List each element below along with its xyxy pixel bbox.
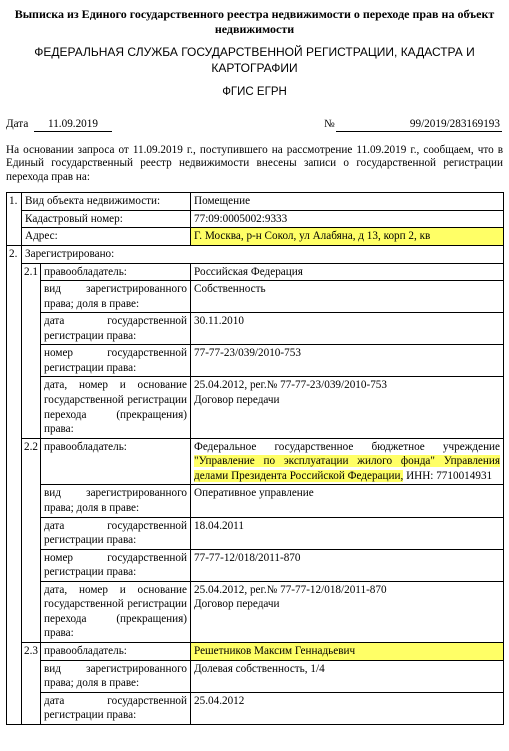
table-row bbox=[7, 210, 504, 228]
date-label: Дата bbox=[6, 117, 29, 130]
table-row bbox=[7, 313, 504, 345]
field-value: 25.04.2012 bbox=[191, 692, 504, 724]
field-label: номер государственной регистрации права: bbox=[41, 345, 191, 377]
field-value: 77-77-12/018/2011-870 bbox=[191, 549, 504, 581]
field-label: дата государственной регистрации права: bbox=[41, 313, 191, 345]
table-row bbox=[7, 193, 504, 211]
section-number: 1. bbox=[7, 193, 22, 246]
section-label: Зарегистрировано: bbox=[22, 245, 504, 263]
table-row bbox=[7, 345, 504, 377]
field-value: Собственность bbox=[191, 281, 504, 313]
holder-highlight: "Управление по эксплуатации жилого фонда" Управления делами Президента Российской Федерации, bbox=[194, 455, 501, 482]
table-row bbox=[7, 263, 504, 281]
table-row bbox=[7, 377, 504, 438]
table-row bbox=[7, 581, 504, 642]
address-value: Г. Москва, р-н Сокол, ул Алабяна, д 13, корп 2, кв bbox=[191, 228, 504, 246]
registry-table bbox=[6, 192, 504, 725]
termination-record: 25.04.2012, рег.№ 77-77-12/018/2011-870 bbox=[194, 583, 387, 596]
document-title: Выписка из Единого государственного реестра недвижимости о переходе прав на объект недвижимости bbox=[14, 7, 495, 36]
field-label: Кадастровый номер: bbox=[22, 210, 191, 228]
holder-value bbox=[191, 438, 504, 485]
field-label: дата государственной регистрации права: bbox=[41, 692, 191, 724]
field-value: 77:09:0005002:9333 bbox=[191, 210, 504, 228]
field-value bbox=[191, 377, 504, 438]
holder-value: Решетников Максим Геннадьевич bbox=[191, 643, 504, 661]
table-row bbox=[7, 692, 504, 724]
table-row bbox=[7, 281, 504, 313]
holder-value: Российская Федерация bbox=[191, 263, 504, 281]
termination-basis: Договор передачи bbox=[194, 394, 280, 407]
field-value: Долевая собственность, 1/4 bbox=[191, 660, 504, 692]
date-value: 11.09.2019 bbox=[34, 118, 112, 132]
field-value bbox=[191, 581, 504, 642]
holder-inn: ИНН: 7710014931 bbox=[406, 469, 493, 482]
table-row bbox=[7, 245, 504, 263]
agency-name: ФЕДЕРАЛЬНАЯ СЛУЖБА ГОСУДАРСТВЕННОЙ РЕГИСТРАЦИИ, КАДАСТРА И КАРТОГРАФИИ bbox=[34, 45, 475, 75]
field-label: номер государственной регистрации права: bbox=[41, 549, 191, 581]
field-value: 77-77-23/039/2010-753 bbox=[191, 345, 504, 377]
table-row bbox=[7, 517, 504, 549]
table-row bbox=[7, 485, 504, 517]
field-label: дата, номер и основание государственной регистрации перехода (прекращения) права: bbox=[41, 377, 191, 438]
field-label: вид зарегистрированного права; доля в праве: bbox=[41, 485, 191, 517]
document-meta bbox=[6, 118, 503, 132]
holder-number: 2.3 bbox=[22, 643, 41, 725]
field-value: 18.04.2011 bbox=[191, 517, 504, 549]
field-label: дата государственной регистрации права: bbox=[41, 517, 191, 549]
field-value: Помещение bbox=[191, 193, 504, 211]
intro-paragraph: На основании запроса от 11.09.2019 г., поступившего на рассмотрение 11.09.2019 г., сообщаем, что в Единый государственный реестр недвижимости внесены записи о государственной регистрации перехода прав на: bbox=[6, 143, 503, 183]
field-label: вид зарегистрированного права; доля в праве: bbox=[41, 281, 191, 313]
table-row bbox=[7, 438, 504, 485]
field-label: правообладатель: bbox=[41, 643, 191, 661]
table-row bbox=[7, 660, 504, 692]
system-name: ФГИС ЕГРН bbox=[222, 86, 287, 99]
field-label: правообладатель: bbox=[41, 263, 191, 281]
termination-record: 25.04.2012, рег.№ 77-77-23/039/2010-753 bbox=[194, 379, 387, 392]
field-label: вид зарегистрированного права; доля в праве: bbox=[41, 660, 191, 692]
holder-number: 2.1 bbox=[22, 263, 41, 438]
field-value: Оперативное управление bbox=[191, 485, 504, 517]
holder-number: 2.2 bbox=[22, 438, 41, 642]
holder-text: Федеральное государственное бюджетное учреждение bbox=[194, 440, 501, 453]
termination-basis: Договор передачи bbox=[194, 598, 280, 611]
field-label: дата, номер и основание государственной регистрации перехода (прекращения) права: bbox=[41, 581, 191, 642]
field-value: 30.11.2010 bbox=[191, 313, 504, 345]
number-value: 99/2019/283169193 bbox=[336, 118, 502, 132]
table-row bbox=[7, 643, 504, 661]
field-label: правообладатель: bbox=[41, 438, 191, 485]
table-row bbox=[7, 228, 504, 246]
field-label: Вид объекта недвижимости: bbox=[22, 193, 191, 211]
field-label: Адрес: bbox=[22, 228, 191, 246]
table-row bbox=[7, 549, 504, 581]
section-number: 2. bbox=[7, 245, 22, 724]
number-label: № bbox=[324, 117, 335, 130]
